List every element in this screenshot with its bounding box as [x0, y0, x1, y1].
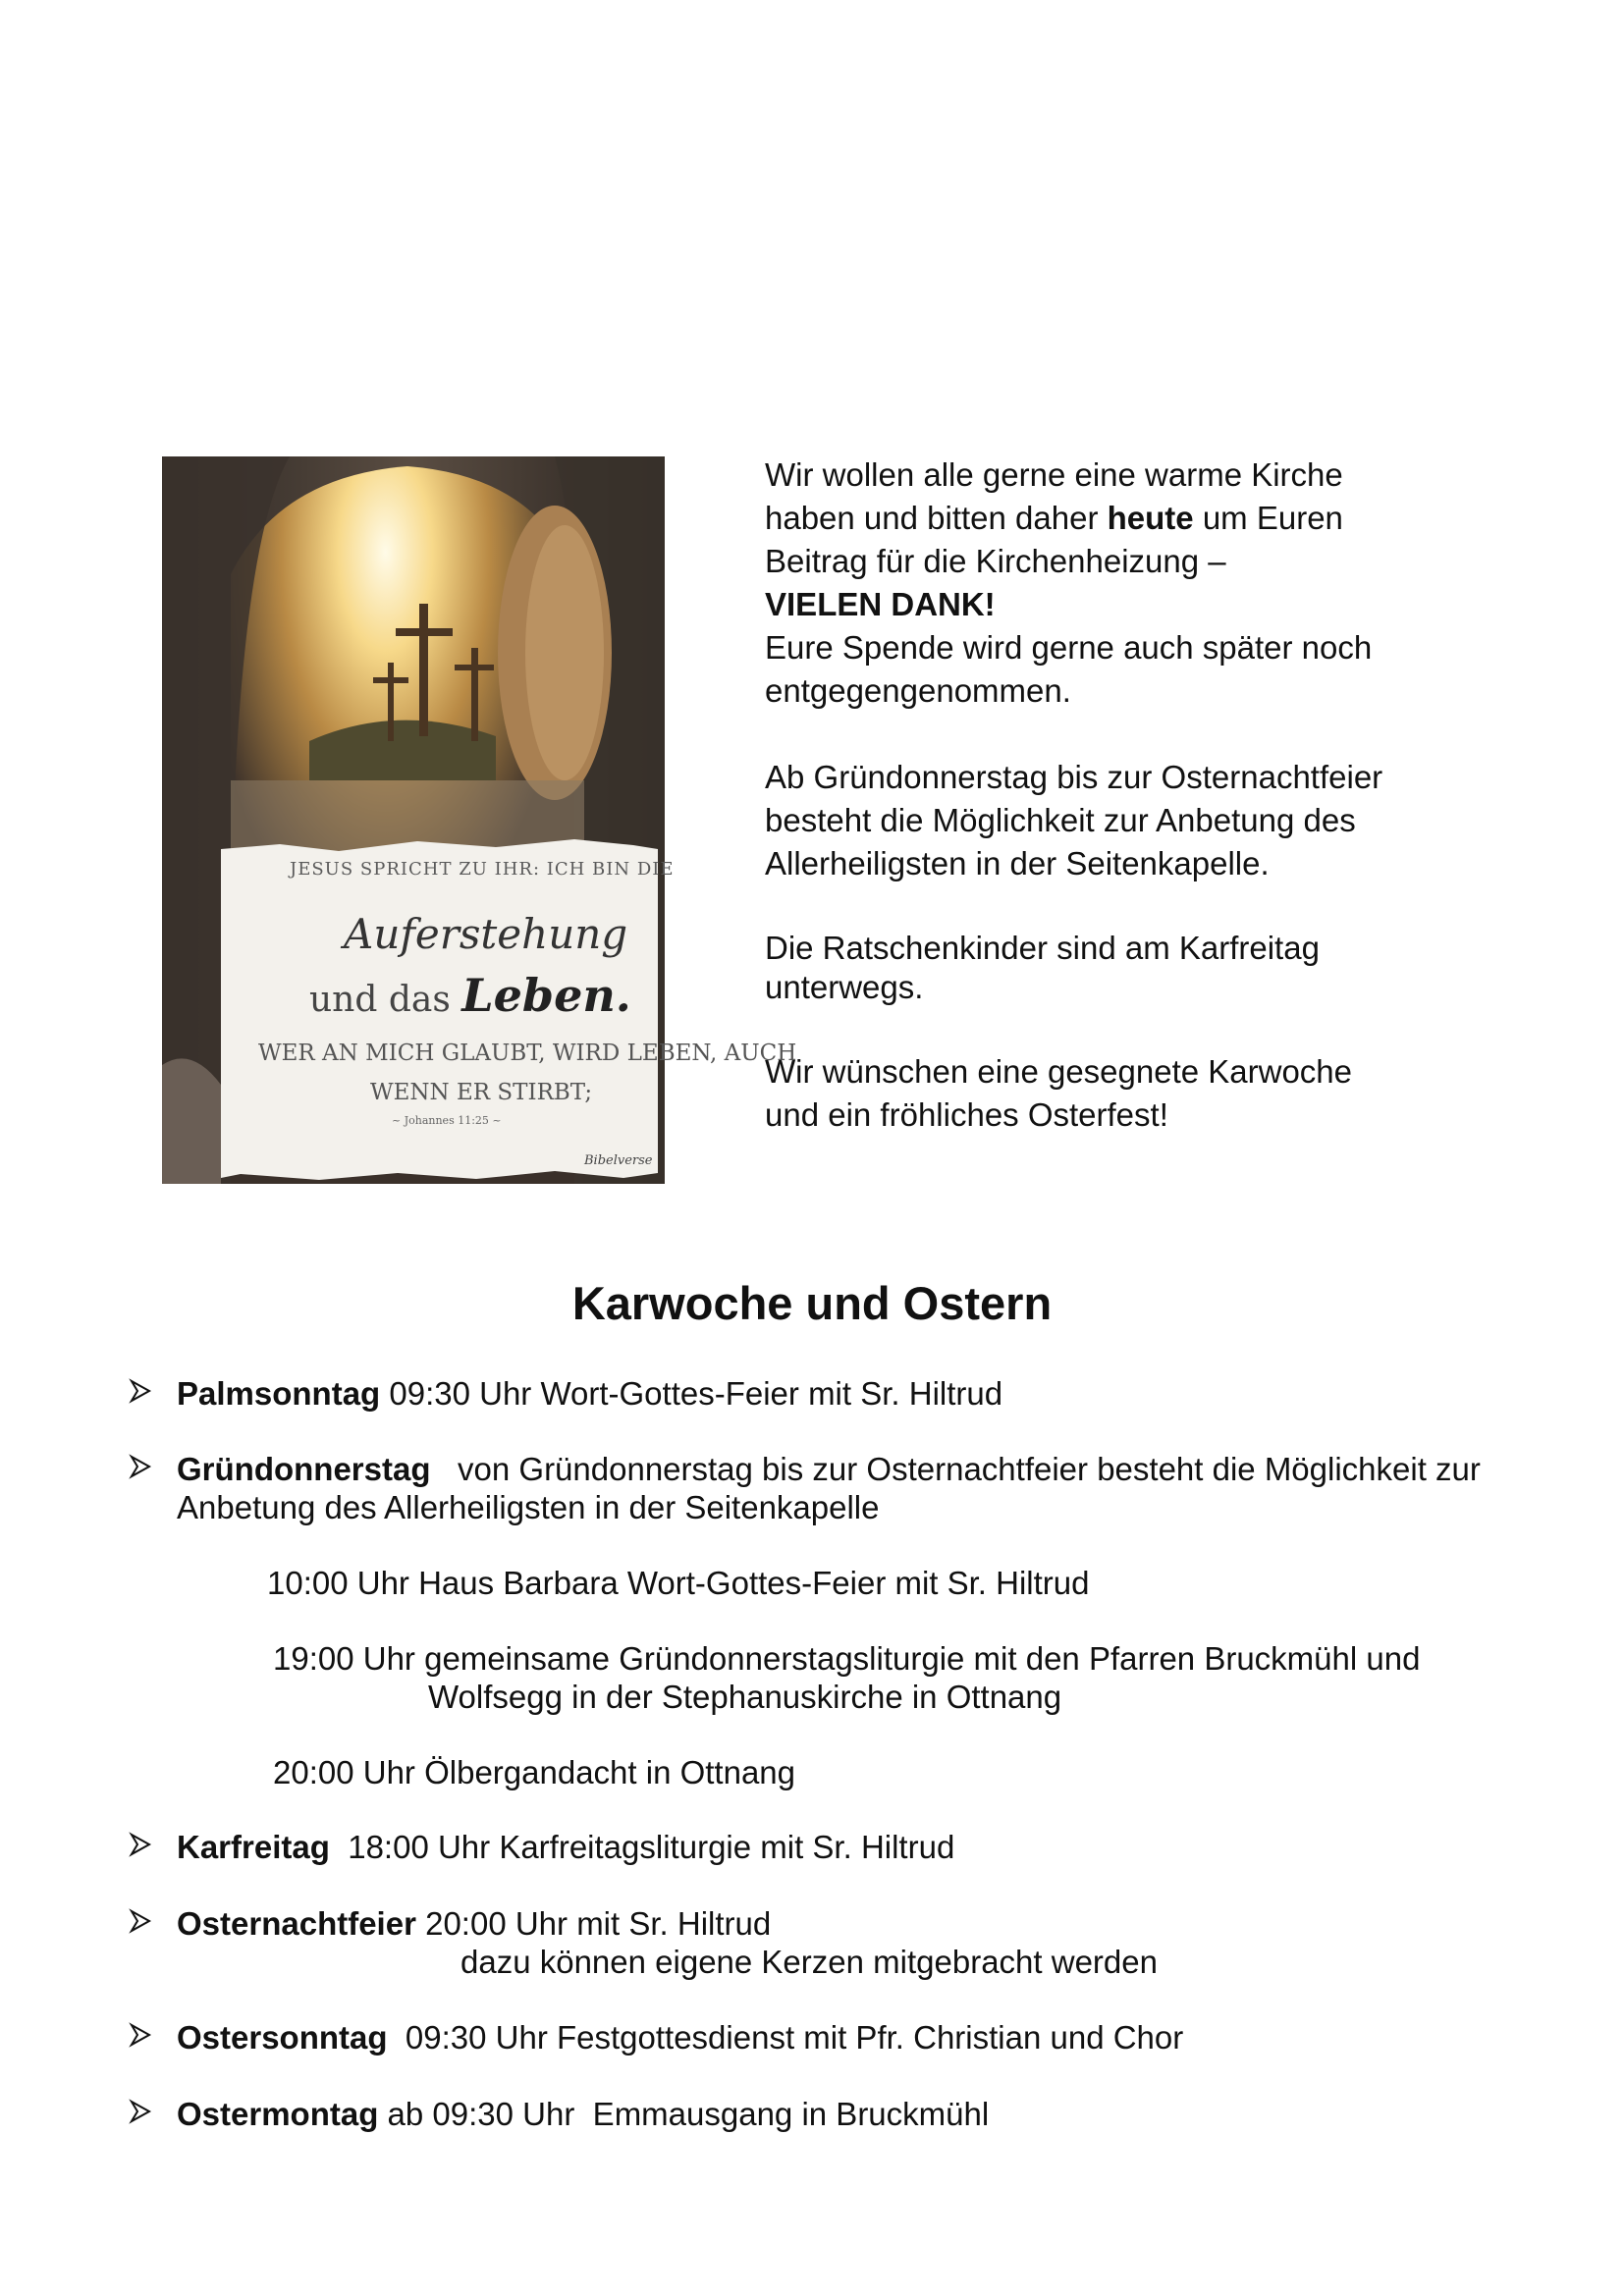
schedule-item-ostermontag	[177, 2095, 989, 2134]
intro-line: Eure Spende wird gerne auch später noch	[765, 629, 1373, 666]
poster-line5: WENN ER STIRBT;	[370, 1080, 593, 1105]
schedule-text: 20:00 Uhr mit Sr. Hiltrud	[415, 1905, 772, 1942]
intro-paragraph-wishes	[765, 1050, 1472, 1137]
intro-line: unterwegs.	[765, 969, 924, 1005]
intro-bold-heute: heute	[1107, 500, 1194, 536]
poster-line4: WER AN MICH GLAUBT, WIRD LEBEN, AUCH	[258, 1041, 797, 1066]
schedule-text-cont: dazu können eigene Kerzen mitgebracht werden	[460, 1944, 1158, 1980]
section-title: Karwoche und Ostern	[571, 1277, 1053, 1329]
intro-paragraph-heating	[765, 454, 1472, 713]
easter-poster-image	[162, 456, 797, 1184]
intro-paragraph-ratschen	[765, 929, 1472, 1007]
schedule-item-gruendonnerstag	[177, 1450, 1481, 1489]
intro-line: Wir wollen alle gerne eine warme Kirche	[765, 456, 1343, 493]
intro-line: Wir wünschen eine gesegnete Karwoche	[765, 1053, 1353, 1090]
poster-line3	[309, 969, 631, 1022]
schedule-day: Palmsonntag	[177, 1375, 381, 1412]
poster-ref: ~ Johannes 11:25 ~	[392, 1114, 502, 1127]
bullet-arrow-icon	[130, 1833, 151, 1856]
schedule-text: 09:30 Uhr Wort-Gottes-Feier mit Sr. Hiltrud	[380, 1375, 1003, 1412]
poster-brand: Bibelverse	[584, 1153, 653, 1168]
intro-paragraph-adoration	[765, 756, 1472, 885]
schedule-text: 18:00 Uhr Karfreitagsliturgie mit Sr. Hiltrud	[329, 1829, 955, 1865]
schedule-day: Gründonnerstag	[177, 1451, 431, 1487]
schedule-item-karfreitag	[177, 1828, 954, 1867]
intro-line: um Euren	[1193, 500, 1343, 536]
intro-line: haben und bitten daher	[765, 500, 1108, 536]
poster-line1: JESUS SPRICHT ZU IHR: ICH BIN DIE	[290, 859, 675, 880]
schedule-day: Ostersonntag	[177, 2019, 388, 2056]
intro-text	[765, 454, 1472, 1180]
schedule-day: Osternachtfeier	[177, 1905, 416, 1942]
bullet-arrow-icon	[130, 2023, 151, 2047]
schedule-item-palmsonntag	[177, 1374, 1002, 1414]
bullet-arrow-icon	[130, 1455, 151, 1478]
poster-line3b: Leben.	[461, 969, 631, 1022]
schedule-sub-item: 20:00 Uhr Ölbergandacht in Ottnang	[273, 1754, 796, 1790]
schedule-item-ostersonntag	[177, 2018, 1183, 2057]
intro-line: und ein fröhliches Osterfest!	[765, 1096, 1168, 1133]
schedule-text: von Gründonnerstag bis zur Osternachtfeier besteht die Möglichkeit zur	[430, 1451, 1481, 1487]
intro-line: Ab Gründonnerstag bis zur Osternachtfeier	[765, 759, 1383, 795]
schedule-text-cont: Anbetung des Allerheiligsten in der Seitenkapelle	[177, 1489, 880, 1525]
poster-line2: Auferstehung	[344, 910, 628, 958]
schedule-text: 09:30 Uhr Festgottesdienst mit Pfr. Christian und Chor	[387, 2019, 1184, 2056]
schedule-sub-item: 19:00 Uhr gemeinsame Gründonnerstagsliturgie mit den Pfarren Bruckmühl und	[273, 1640, 1421, 1677]
bullet-arrow-icon	[130, 1379, 151, 1403]
intro-line: entgegengenommen.	[765, 672, 1071, 709]
schedule-sub-item-cont: Wolfsegg in der Stephanuskirche in Ottnang	[428, 1679, 1062, 1715]
intro-thanks: VIELEN DANK!	[765, 586, 996, 622]
bullet-arrow-icon	[130, 1909, 151, 1933]
intro-line: Allerheiligsten in der Seitenkapelle.	[765, 845, 1270, 881]
bullet-arrow-icon	[130, 2100, 151, 2123]
schedule-day: Karfreitag	[177, 1829, 330, 1865]
schedule-day: Ostermontag	[177, 2096, 379, 2132]
schedule-sub-item: 10:00 Uhr Haus Barbara Wort-Gottes-Feier mit Sr. Hiltrud	[267, 1565, 1090, 1601]
intro-line: Die Ratschenkinder sind am Karfreitag	[765, 930, 1320, 966]
schedule-item-osternachtfeier	[177, 1904, 771, 1944]
intro-line: Beitrag für die Kirchenheizung –	[765, 543, 1226, 579]
schedule-text: ab 09:30 Uhr Emmausgang in Bruckmühl	[378, 2096, 990, 2132]
poster-line3a: und das	[309, 980, 462, 1020]
intro-line: besteht die Möglichkeit zur Anbetung des	[765, 802, 1356, 838]
